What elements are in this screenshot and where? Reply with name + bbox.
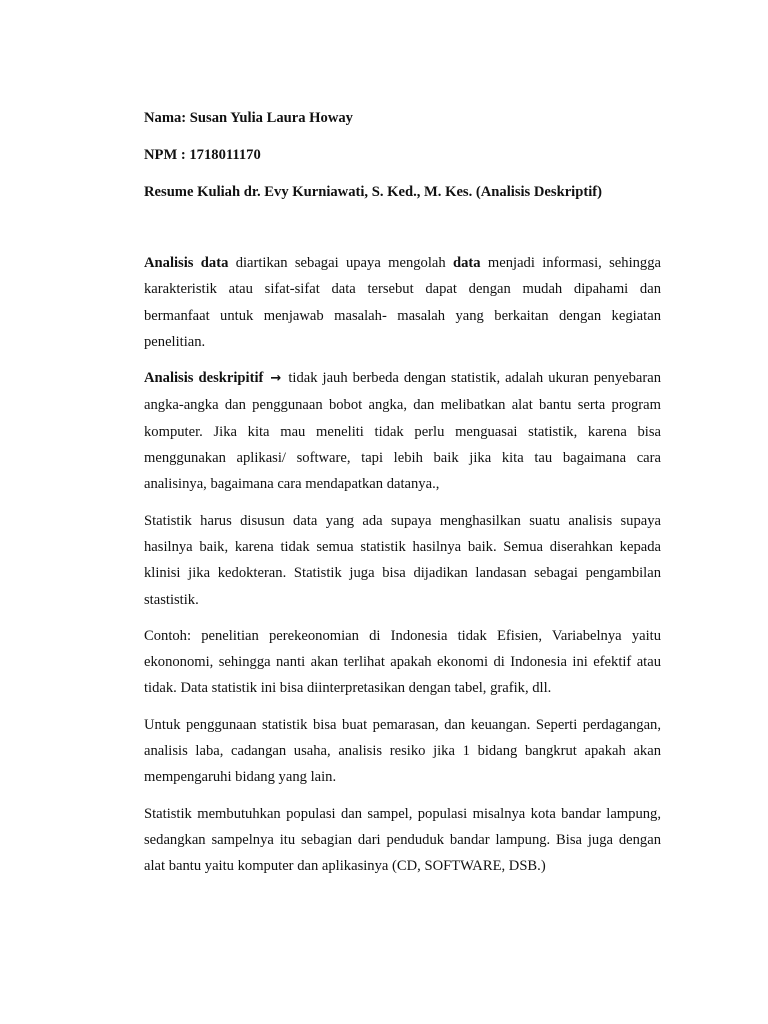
paragraph-line: Untuk penggunaan statistik bisa buat pemarasan, dan keuangan. Seperti perdagangan,: [144, 716, 661, 733]
resume-title: Resume Kuliah dr. Evy Kurniawati, S. Ked., M. Kes. (Analisis Deskriptif): [144, 184, 602, 200]
student-npm: NPM : 1718011170: [144, 147, 261, 163]
paragraph-analisis-deskriptif: [144, 365, 661, 497]
spacer: [144, 202, 661, 250]
paragraph-line: Statistik membutuhkan populasi dan sampel, populasi misalnya kota bandar lampung,: [144, 805, 661, 822]
paragraph-line: analisis laba, cadangan usaha, analisis resiko jika 1 bidang bangkrut apakah akan: [144, 743, 661, 760]
paragraph-line: komputer. Jika kita mau meneliti tidak perlu menguasai statistik, karena bisa: [144, 423, 661, 440]
paragraph-line: bermanfaat untuk menjawab masalah- masalah yang berkaitan dengan kegiatan: [144, 307, 661, 324]
paragraph-penggunaan: [144, 712, 661, 791]
student-name: Nama: Susan Yulia Laura Howay: [144, 110, 353, 126]
paragraph-line: hasilnya baik, karena tidak semua statistik hasilnya baik. Semua diserahkan kepada: [144, 538, 661, 555]
paragraph-line: klinisi jika kedokteran. Statistik juga bisa dijadikan landasan sebagai pengambilan: [144, 565, 661, 582]
paragraph-line: Analisis deskripitif → tidak jauh berbeda dengan statistik, adalah ukuran penyebaran: [144, 365, 661, 392]
paragraph-line: mempengaruhi bidang yang lain.: [144, 769, 337, 786]
paragraph-contoh: [144, 623, 661, 702]
term-analisis-deskriptif: Analisis deskripitif: [144, 370, 264, 387]
paragraph-line: menggunakan aplikasi/ software, tapi lebih baik jika kita tau bagaimana cara: [144, 450, 661, 467]
paragraph-analisis-data: [144, 250, 661, 355]
paragraph-line: stastistik.: [144, 591, 199, 608]
paragraph-line: Analisis data diartikan sebagai upaya mengolah data menjadi informasi, sehingga: [144, 255, 661, 271]
paragraph-line: karakteristik atau sifat-sifat data tersebut dapat dengan mudah dipahami dan: [144, 281, 661, 298]
paragraph-line: sedangkan sampelnya itu sebagian dari penduduk bandar lampung. Bisa juga dengan: [144, 831, 661, 848]
term-data: data: [453, 255, 481, 271]
paragraph-line: angka-angka dan penggunaan bobot angka, dan melibatkan alat bantu serta program: [144, 397, 661, 414]
term-analisis-data: Analisis data: [144, 255, 229, 271]
paragraph-line: tidak. Data statistik ini bisa diinterpretasikan dengan tabel, grafik, dll.: [144, 680, 552, 697]
paragraph-statistik: [144, 508, 661, 613]
arrow-right-icon: →: [270, 371, 282, 387]
paragraph-line: Contoh: penelitian perekeonomian di Indonesia tidak Efisien, Variabelnya yaitu: [144, 627, 661, 644]
document-page: [144, 108, 661, 890]
paragraph-line: penelitian.: [144, 333, 206, 350]
paragraph-line: analisinya, bagaimana cara mendapatkan datanya.,: [144, 476, 440, 493]
paragraph-line: ekononomi, sehingga nanti akan terlihat apakah ekonomi di Indonesia ini efektif atau: [144, 654, 661, 671]
paragraph-line: Statistik harus disusun data yang ada supaya menghasilkan suatu analisis supaya: [144, 512, 661, 529]
paragraph-line: alat bantu yaitu komputer dan aplikasinya (CD, SOFTWARE, DSB.): [144, 858, 546, 875]
paragraph-populasi-sampel: [144, 801, 661, 880]
